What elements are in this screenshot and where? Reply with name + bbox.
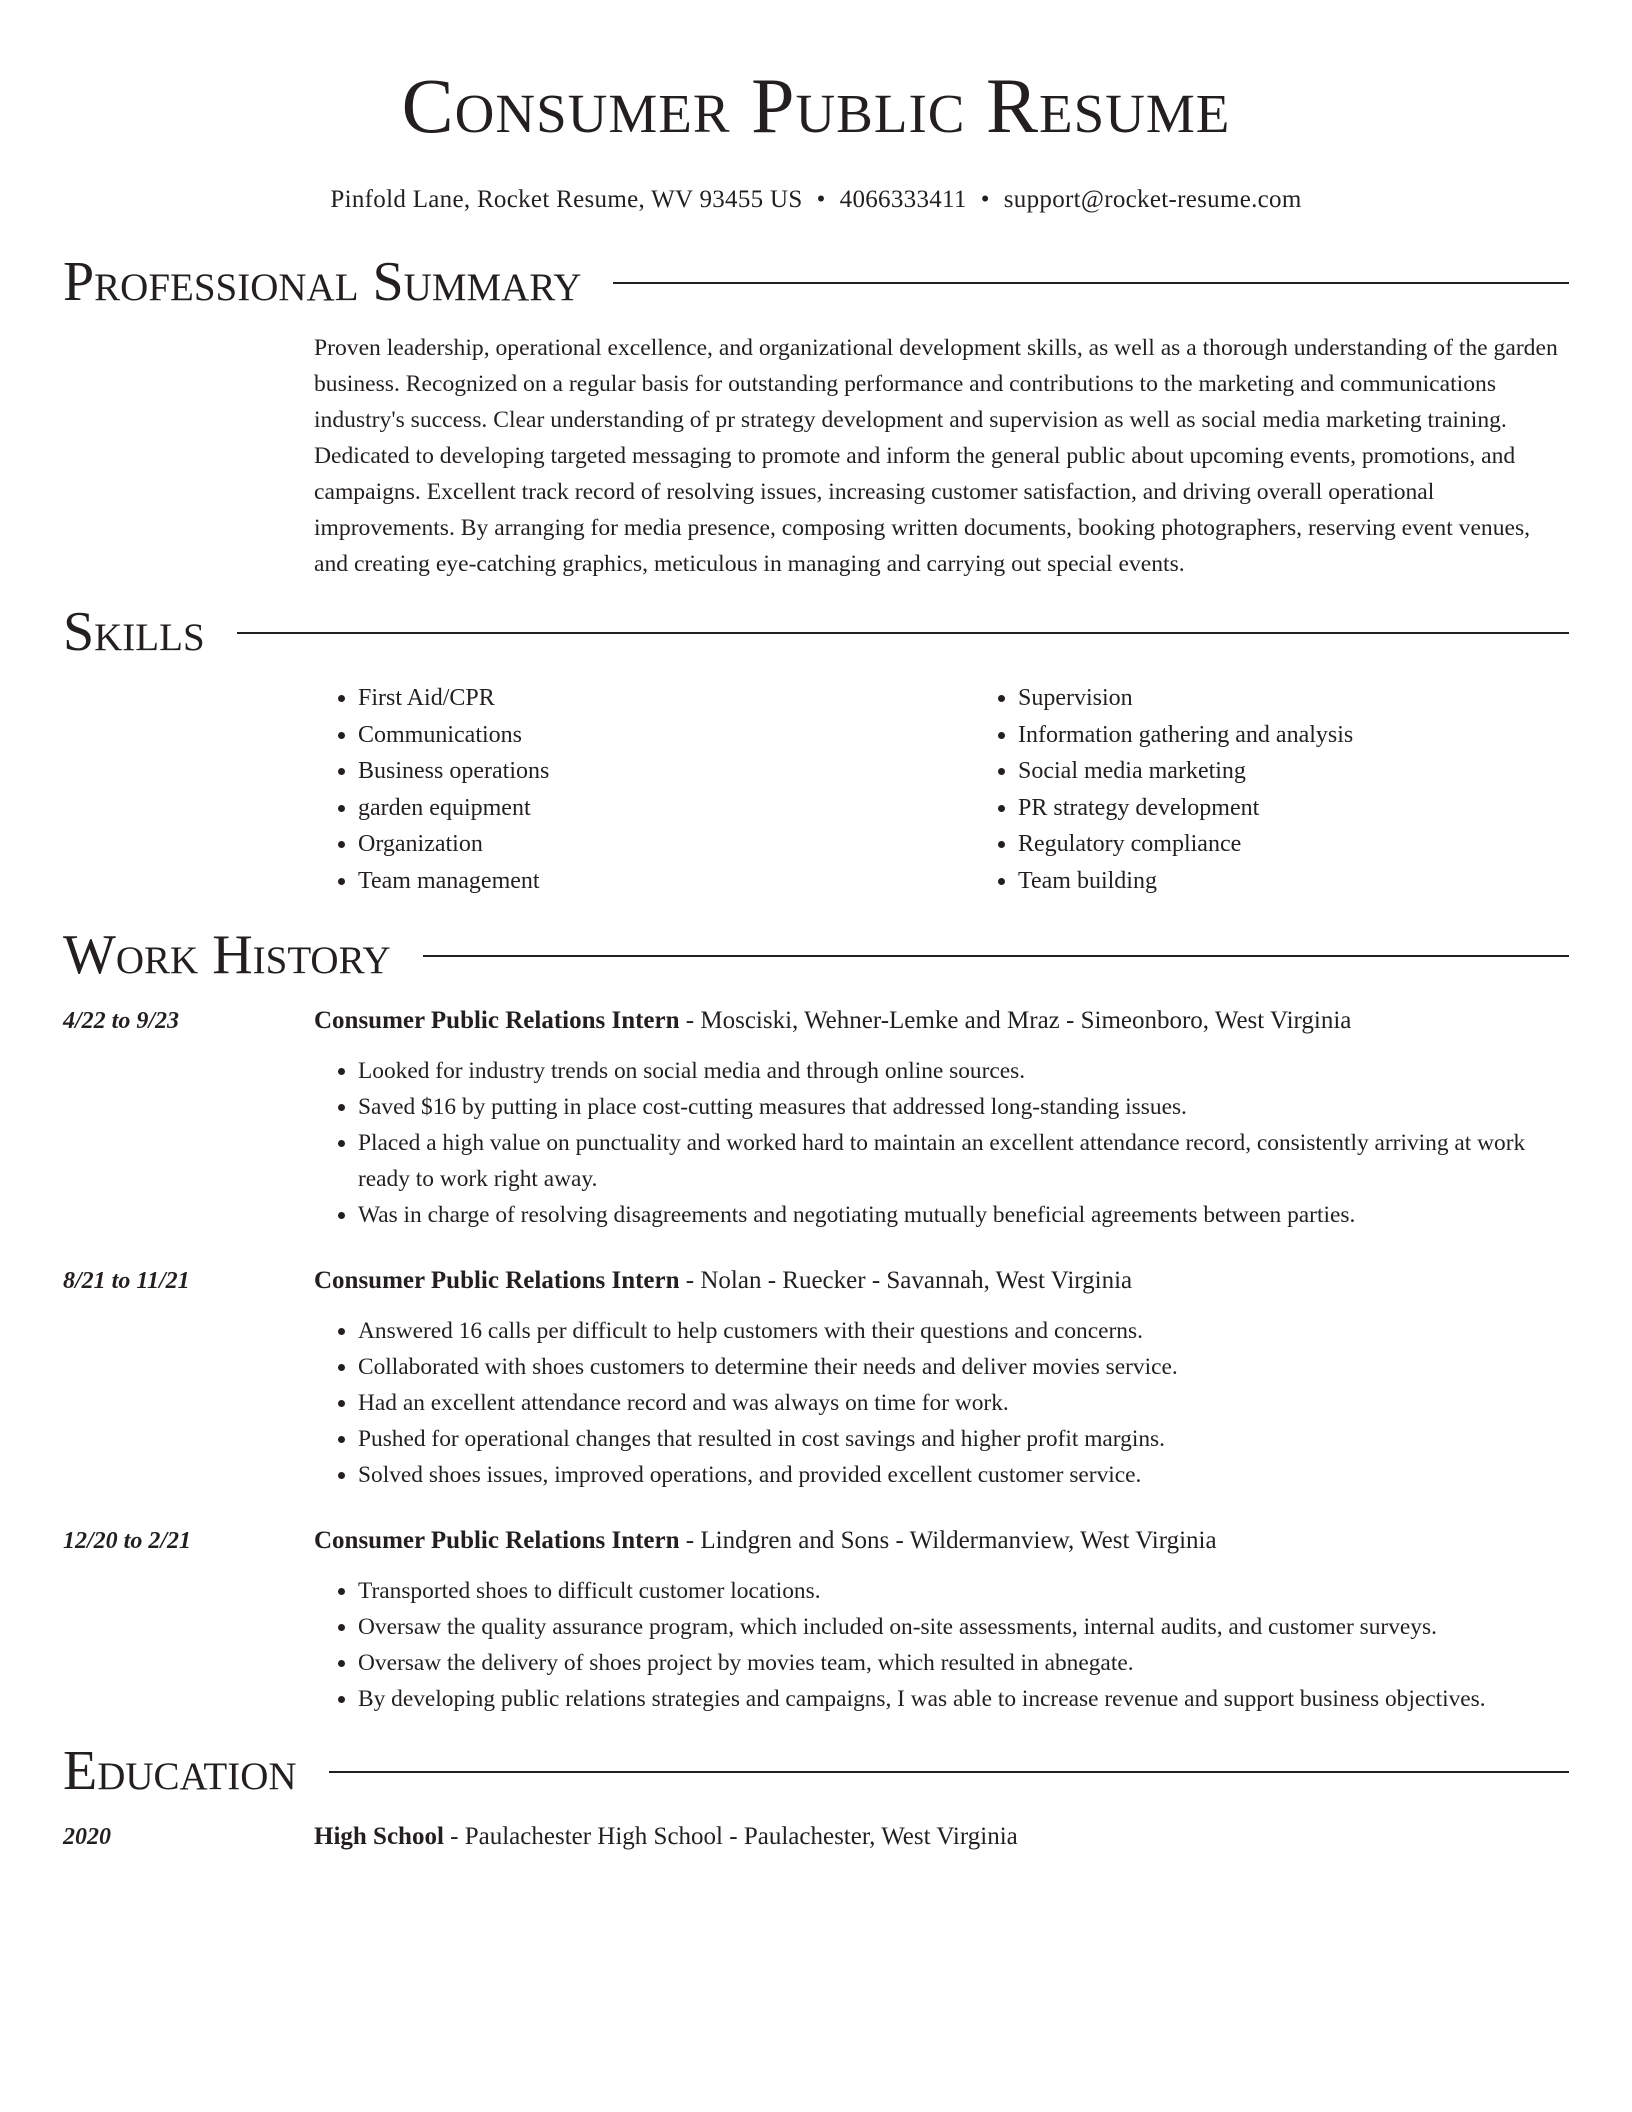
education-entry [63,1821,1569,1853]
summary-text: Proven leadership, operational excellence, and organizational development skills, as well as a thorough understanding of the garden business. Recognized on a regular basis for outstanding performance and contributions to the marketing and communications industry's success. Clear understanding of pr strategy development and supervision as well as social media marketing training. Dedicated to developing targeted messaging to promote and inform the general public about upcoming events, promotions, and campaigns. Excellent track record of resolving issues, increasing customer satisfaction, and driving overall operational improvements. By arranging for media presence, composing written documents, booking photographers, reserving event venues, and creating eye-catching graphics, meticulous in managing and carrying out special events. [314,335,1558,577]
job-dates: 12/20 to 2/21 [63,1528,192,1554]
job-bullets [314,1573,1569,1717]
education-header [314,1821,1569,1853]
job-bullet: • Answered 16 calls per difficult to help customers with their questions and concerns. [358,1313,1569,1349]
section-divider [329,1771,1569,1773]
job-bullet: • Solved shoes issues, improved operations, and provided excellent customer service. [358,1457,1569,1493]
summary-heading [63,250,1569,314]
job-bullet: • Had an excellent attendance record and was always on time for work. [358,1385,1569,1421]
skill-item: • Team building [1018,863,1569,900]
education-degree: High School [314,1823,444,1850]
section-divider [237,632,1569,634]
skills-title: Skills [63,601,205,663]
resume-name: Consumer Public Resume [401,62,1231,149]
skill-item: • Business operations [358,753,974,790]
job-details: - Nolan - Ruecker - Savannah, West Virginia [679,1267,1133,1294]
education-details: - Paulachester High School - Paulachester, West Virginia [443,1823,1018,1850]
job-bullet: • Saved $16 by putting in place cost-cutting measures that addressed long-standing issues. [358,1089,1569,1125]
skill-item: • Organization [358,826,974,863]
job-bullet: • Pushed for operational changes that resulted in cost savings and higher profit margins. [358,1421,1569,1457]
job-bullet: • Collaborated with shoes customers to determine their needs and deliver movies service. [358,1349,1569,1385]
job-header [314,1005,1569,1037]
job-entry [63,1525,1569,1717]
job-bullet: • Placed a high value on punctuality and worked hard to maintain an excellent attendance record, consistently arriving at work ready to work right away. [358,1125,1569,1197]
summary-section [63,250,1569,582]
skill-item: • Communications [358,717,974,754]
job-entry [63,1005,1569,1233]
job-bullet: • Looked for industry trends on social media and through online sources. [358,1053,1569,1089]
skill-item: • garden equipment [358,790,974,827]
summary-title: Professional Summary [63,251,582,313]
skill-item: • Regulatory compliance [1018,826,1569,863]
skill-item: • PR strategy development [1018,790,1569,827]
skill-item: • Information gathering and analysis [1018,717,1569,754]
skills-list-left [314,680,974,899]
skill-item: • Supervision [1018,680,1569,717]
job-role: Consumer Public Relations Intern [314,1267,680,1294]
job-bullet: • Oversaw the delivery of shoes project by movies team, which resulted in abnegate. [358,1645,1569,1681]
job-bullet: • By developing public relations strategies and campaigns, I was able to increase revenue and support business objectives. [358,1681,1569,1717]
contact-address: Pinfold Lane, Rocket Resume, WV 93455 US [330,186,803,213]
job-role: Consumer Public Relations Intern [314,1007,680,1034]
skill-item: • Team management [358,863,974,900]
job-details: - Lindgren and Sons - Wildermanview, West Virginia [679,1527,1217,1554]
job-dates: 8/21 to 11/21 [63,1268,190,1294]
job-bullets [314,1313,1569,1493]
job-entry [63,1265,1569,1493]
contact-line [0,184,1632,216]
section-divider [423,955,1569,957]
skills-list-right [974,680,1569,899]
education-heading [63,1739,1569,1803]
job-header [314,1525,1569,1557]
contact-separator: • [816,186,826,213]
skill-item: • First Aid/CPR [358,680,974,717]
job-bullet: • Oversaw the quality assurance program, which included on-site assessments, internal audits, and customer surveys. [358,1609,1569,1645]
work-title: Work History [63,924,391,986]
contact-email: support@rocket-resume.com [1003,186,1302,213]
work-heading [63,923,1569,987]
job-header [314,1265,1569,1297]
job-bullet: • Was in charge of resolving disagreements and negotiating mutually beneficial agreements between parties. [358,1197,1569,1233]
education-section [63,1739,1569,1853]
job-bullet: • Transported shoes to difficult customer locations. [358,1573,1569,1609]
job-dates: 4/22 to 9/23 [63,1008,180,1034]
job-role: Consumer Public Relations Intern [314,1527,680,1554]
job-details: - Mosciski, Wehner-Lemke and Mraz - Simeonboro, West Virginia [679,1007,1352,1034]
contact-phone: 4066333411 [839,186,967,213]
work-section [63,923,1569,1717]
skills-heading [63,600,1569,664]
education-year: 2020 [63,1824,111,1850]
education-title: Education [63,1740,297,1802]
skills-section [63,600,1569,899]
job-bullets [314,1053,1569,1233]
section-divider [613,282,1569,284]
contact-separator: • [980,186,990,213]
skill-item: • Social media marketing [1018,753,1569,790]
